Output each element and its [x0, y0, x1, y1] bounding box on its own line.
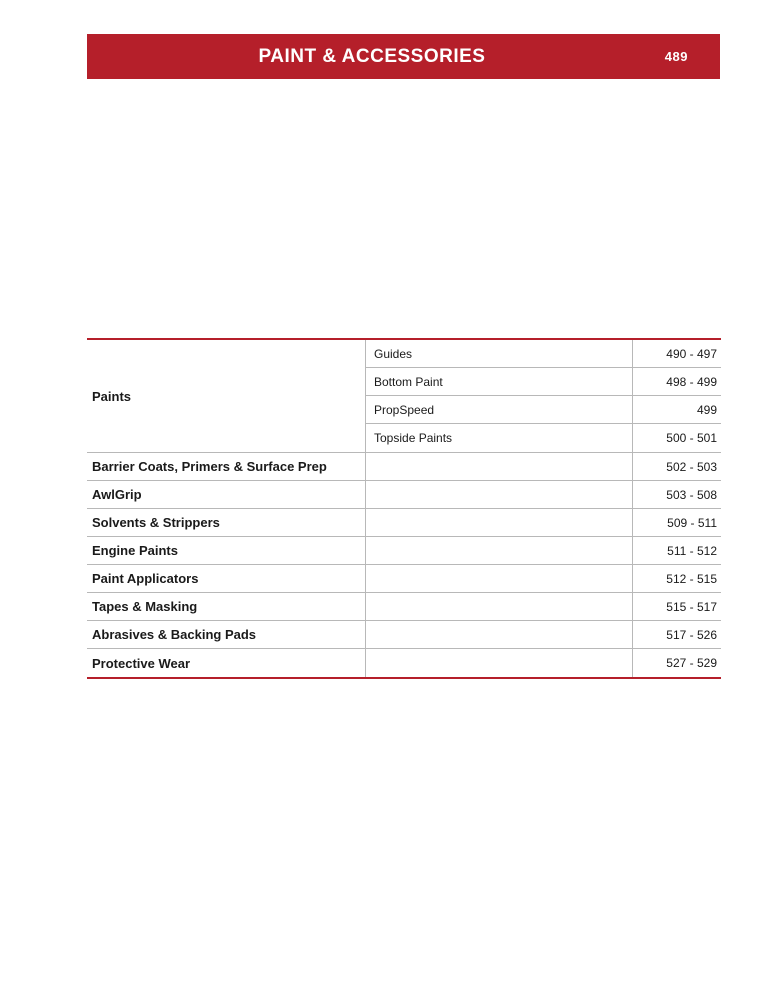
toc-subitem-label: Bottom Paint	[365, 368, 632, 395]
toc-category: Tapes & Masking	[92, 599, 198, 614]
toc-subitem[interactable]	[365, 396, 721, 424]
toc-page-range: 511 - 512	[632, 537, 721, 564]
toc-subitem-label: Topside Paints	[365, 424, 632, 452]
toc-page-range: 527 - 529	[632, 649, 721, 677]
toc-subitem-label: Guides	[365, 340, 632, 367]
toc-row[interactable]	[87, 649, 721, 677]
toc-row[interactable]	[87, 593, 721, 621]
toc-category: Paints	[92, 388, 132, 404]
toc-row[interactable]	[87, 481, 721, 509]
toc-page-range: 515 - 517	[632, 593, 721, 620]
toc-subitem-empty	[365, 481, 632, 508]
toc-row[interactable]	[87, 453, 721, 481]
toc-subitem-label: PropSpeed	[365, 396, 632, 423]
toc-page-range: 502 - 503	[632, 453, 721, 480]
toc-row[interactable]	[87, 509, 721, 537]
toc-subitem[interactable]	[365, 424, 721, 452]
toc-subitem[interactable]	[365, 340, 721, 368]
toc-subitem-empty	[365, 453, 632, 480]
section-title: PAINT & ACCESSORIES	[258, 45, 486, 67]
toc-page-range: 509 - 511	[632, 509, 721, 536]
toc-category: Paint Applicators	[92, 571, 199, 586]
toc-page-range: 503 - 508	[632, 481, 721, 508]
toc-subitem-empty	[365, 649, 632, 677]
toc-page-range: 490 - 497	[632, 340, 721, 367]
toc-page-range: 500 - 501	[632, 424, 721, 452]
toc-category: Solvents & Strippers	[92, 515, 220, 530]
toc-group-paints	[87, 340, 721, 453]
toc-category: Barrier Coats, Primers & Surface Prep	[92, 459, 327, 474]
toc-category: AwlGrip	[92, 487, 142, 502]
toc-subitem-empty	[365, 621, 632, 648]
toc-row[interactable]	[87, 565, 721, 593]
toc-subitems	[365, 340, 721, 452]
section-header	[87, 34, 720, 79]
toc-subitem[interactable]	[365, 368, 721, 396]
toc-page-range: 499	[632, 396, 721, 423]
table-of-contents	[87, 338, 721, 679]
toc-subitem-empty	[365, 593, 632, 620]
toc-subitem-empty	[365, 565, 632, 592]
toc-category: Engine Paints	[92, 543, 178, 558]
toc-page-range: 512 - 515	[632, 565, 721, 592]
page-number: 489	[664, 49, 688, 64]
toc-subitem-empty	[365, 537, 632, 564]
toc-row[interactable]	[87, 537, 721, 565]
toc-subitem-empty	[365, 509, 632, 536]
toc-row[interactable]	[87, 621, 721, 649]
toc-category: Abrasives & Backing Pads	[92, 627, 257, 642]
toc-page-range: 498 - 499	[632, 368, 721, 395]
toc-page-range: 517 - 526	[632, 621, 721, 648]
toc-category: Protective Wear	[92, 655, 191, 671]
